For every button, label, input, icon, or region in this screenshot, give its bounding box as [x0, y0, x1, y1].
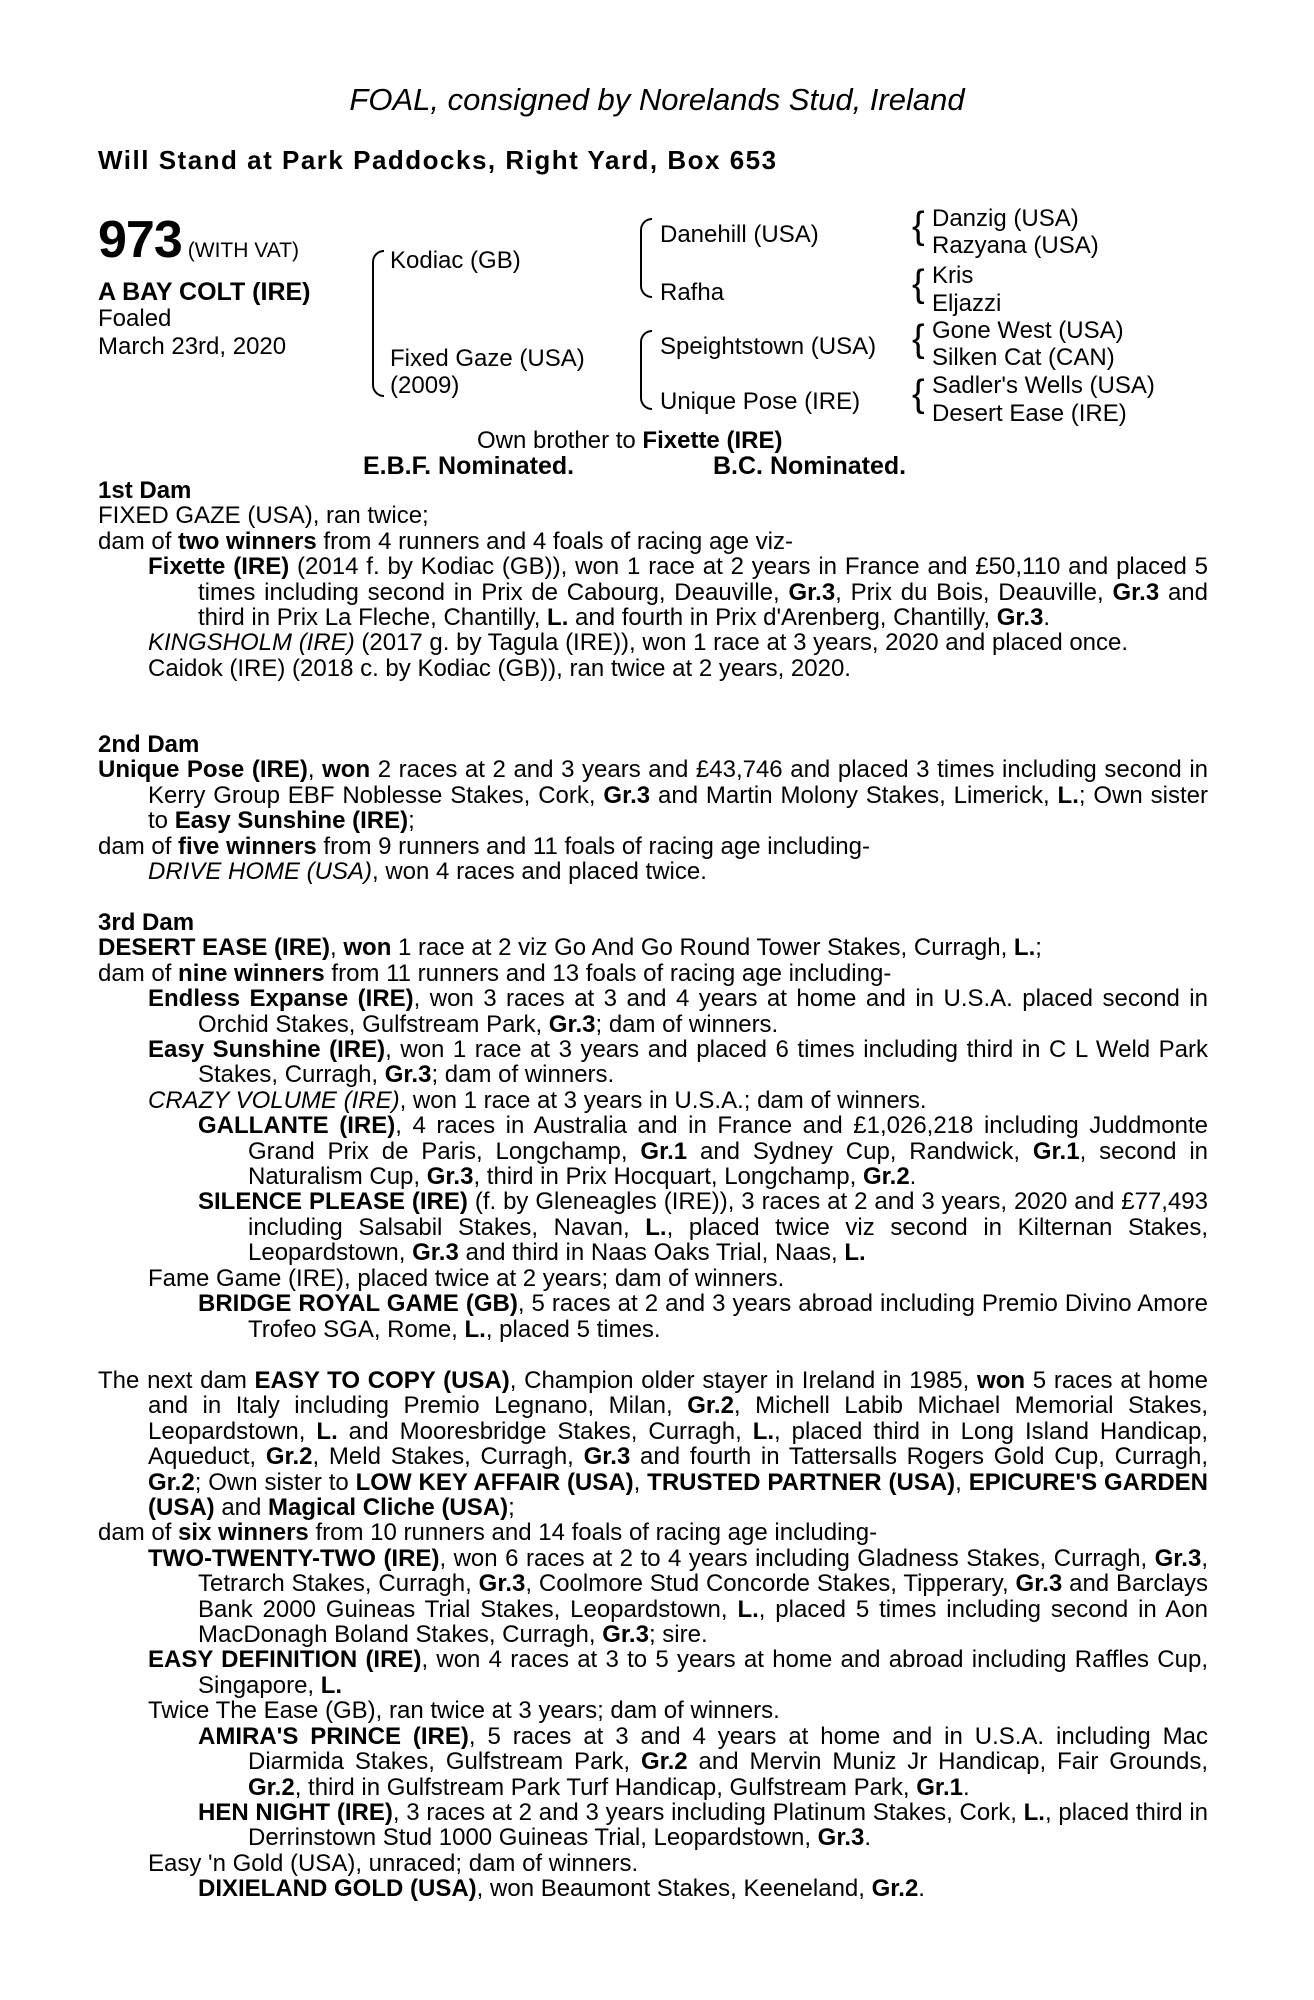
sister-name: TRUSTED PARTNER (USA): [647, 1468, 956, 1496]
grade: Gr.2: [265, 1443, 313, 1471]
dam-name: Unique Pose (IRE): [98, 756, 308, 784]
first-dam-produce-line: [98, 529, 1208, 554]
won: won: [322, 756, 371, 784]
progeny-name: Endless Expanse (IRE): [148, 985, 414, 1013]
lot-number-block: [98, 210, 299, 270]
text: and Sydney Cup, Randwick,: [687, 1137, 1033, 1165]
text: ,: [307, 756, 323, 784]
bracket: [640, 368, 652, 410]
brace: {: [912, 263, 925, 305]
grade: Gr.3: [603, 781, 651, 809]
sister-name: Easy Sunshine (IRE): [174, 807, 409, 835]
text: ; Own sister to: [148, 781, 1208, 835]
grade: Gr.3: [602, 1621, 649, 1649]
text: and Martin Molony Stakes, Limerick,: [650, 781, 1058, 809]
bracket: [640, 218, 652, 260]
sister-name: EPICURE'S GARDEN (USA): [148, 1468, 1209, 1522]
text: ;: [508, 1494, 515, 1522]
listed: L.: [320, 1671, 343, 1699]
dam-produce-line: [98, 961, 1208, 986]
text: .: [918, 1875, 925, 1903]
progeny-entry: [98, 859, 1208, 884]
brace: {: [912, 373, 925, 415]
text: The next dam: [98, 1367, 255, 1394]
grade: Gr.3: [478, 1570, 526, 1598]
pedigree-dam-sire: Speightstown (USA): [660, 333, 877, 360]
text: ,: [633, 1468, 648, 1496]
text: , won Beaumont Stakes, Keeneland,: [476, 1875, 872, 1903]
text: from 9 runners and 11 foals of racing age including-: [316, 832, 870, 860]
winners-count: five winners: [178, 832, 317, 860]
pedigree-sire: Kodiac (GB): [390, 247, 521, 274]
text: , third in Prix Hocquart, Longchamp,: [473, 1163, 863, 1191]
listed: L.: [645, 1213, 667, 1241]
text: 5 races at home and in Italy including Premio Legnano, Milan,: [148, 1367, 1208, 1420]
grade: Gr.2: [248, 1773, 295, 1801]
listed: L.: [316, 1417, 338, 1445]
progeny-name: Easy Sunshine (IRE): [148, 1036, 386, 1064]
grade: Gr.2: [871, 1875, 919, 1903]
stand-location: Will Stand at Park Paddocks, Right Yard, Box 653: [98, 145, 778, 175]
text: ,: [330, 934, 344, 962]
grade: Gr.1: [1032, 1137, 1080, 1165]
text: dam of: [98, 959, 179, 987]
listed: L.: [1013, 934, 1036, 962]
foaled-label: Foaled: [98, 305, 172, 332]
text: .: [1043, 604, 1051, 632]
sister-name: LOW KEY AFFAIR (USA): [355, 1468, 634, 1496]
progeny-entry: [98, 1876, 1208, 1901]
text: (2014 f. by Kodiac (GB)), won 1 race at 2 years in France and £50,110 and placed 5 times including second in Prix de Cabourg, Deauville,: [198, 553, 1208, 606]
text: , Meld Stakes, Curragh,: [312, 1443, 584, 1471]
text: , 5 races at 2 and 3 years abroad including Premio Divino Amore Trofeo SGA, Rome,: [248, 1290, 1208, 1343]
text: , won 1 race at 3 years in U.S.A.; dam of winners.: [399, 1086, 927, 1114]
grade: Gr.3: [1154, 1544, 1202, 1572]
text: , second in Naturalism Cup,: [248, 1137, 1208, 1191]
first-dam-line: FIXED GAZE (USA), ran twice;: [98, 502, 429, 530]
brace: {: [912, 205, 925, 247]
listed: L.: [737, 1595, 759, 1623]
text: , 5 races at 3 and 4 years at home and in U.S.A. including Mac Diarmida Stakes, Gulfstream Park,: [248, 1722, 1208, 1776]
text: , placed third in Long Island Handicap, Aqueduct,: [148, 1417, 1209, 1471]
first-dam-section: [98, 478, 1208, 681]
pedigree-g5: Gone West (USA): [932, 317, 1124, 344]
sister-name: Magical Cliche (USA): [268, 1494, 509, 1522]
progeny-entry: [98, 1113, 1208, 1189]
lot-number: 973: [98, 211, 182, 269]
text: , third in Gulfstream Park Turf Handicap, Gulfstream Park,: [294, 1773, 917, 1801]
text: , Prix du Bois, Deauville,: [835, 578, 1113, 606]
dam-name: EASY TO COPY (USA): [254, 1367, 510, 1394]
progeny-entry: [98, 1546, 1208, 1648]
text: , placed 5 times.: [485, 1315, 661, 1343]
won: won: [977, 1367, 1026, 1394]
pedigree-g8: Desert Ease (IRE): [932, 400, 1127, 427]
text: ; sire.: [648, 1621, 708, 1649]
grade: Gr.2: [640, 1748, 688, 1776]
progeny-entry: [98, 1189, 1208, 1265]
progeny-entry: [98, 986, 1208, 1037]
grade: Gr.3: [817, 1824, 865, 1852]
bracket: [640, 258, 652, 298]
horse-name: A BAY COLT (IRE): [98, 278, 311, 306]
own-brother-name: Fixette (IRE): [642, 427, 783, 454]
pedigree-g7: Sadler's Wells (USA): [932, 372, 1155, 399]
listed: L.: [1057, 781, 1079, 809]
grade: Gr.2: [862, 1163, 910, 1191]
next-dam-section: [98, 1368, 1208, 1902]
progeny-entry: [98, 1088, 1208, 1113]
text: dam of: [98, 1519, 179, 1547]
text: , won 4 races and placed twice.: [372, 858, 707, 886]
text: from 10 runners and 14 foals of racing age including-: [308, 1519, 878, 1547]
pedigree-g6: Silken Cat (CAN): [932, 344, 1115, 371]
text: and third in Naas Oaks Trial, Naas,: [458, 1239, 845, 1267]
text: ;: [408, 807, 415, 835]
text: , Tetrarch Stakes, Curragh,: [198, 1544, 1208, 1598]
dam-summary: [98, 1368, 1208, 1520]
progeny-name: TWO-TWENTY-TWO (IRE): [148, 1544, 440, 1572]
text: and third in Prix La Fleche, Chantilly,: [198, 578, 1208, 632]
text: ,: [955, 1468, 969, 1496]
pedigree-g2: Razyana (USA): [932, 232, 1099, 259]
progeny-entry: [98, 554, 1208, 630]
grade: Gr.3: [1112, 578, 1160, 606]
progeny-name: BRIDGE ROYAL GAME (GB): [198, 1290, 518, 1318]
text: .: [864, 1824, 872, 1852]
bracket: [372, 315, 384, 397]
grade: Gr.1: [916, 1773, 963, 1801]
progeny-entry: [98, 1800, 1208, 1851]
text: dam of: [98, 527, 179, 555]
text: , placed twice viz second in Kilternan Stakes, Leopardstown,: [248, 1213, 1208, 1267]
progeny-name: Fixette (IRE): [148, 553, 290, 581]
text: .: [962, 1773, 970, 1801]
dam-name: DESERT EASE (IRE): [98, 934, 331, 962]
progeny-entry: [98, 1647, 1208, 1698]
progeny-name: DRIVE HOME (USA): [148, 858, 373, 886]
grade: Gr.3: [583, 1443, 631, 1471]
grade: Gr.3: [996, 604, 1044, 632]
grade: Gr.3: [788, 578, 836, 606]
text: 2 races at 2 and 3 years and £43,746 and placed 3 times including second in Kerry Group EBF Noblesse Stakes, Cork,: [148, 756, 1209, 809]
text: , won 3 races at 3 and 4 years at home and in U.S.A. placed second in Orchid Stakes, Gulfstream Park,: [198, 985, 1208, 1038]
progeny-entry: [98, 1037, 1208, 1088]
text: , Champion older stayer in Ireland in 1985,: [509, 1367, 978, 1394]
bracket: [640, 330, 652, 370]
ebf-nominated: E.B.F. Nominated.: [363, 452, 575, 480]
pedigree-dam: Fixed Gaze (USA): [390, 345, 585, 372]
progeny-name: KINGSHOLM (IRE): [148, 629, 355, 657]
listed: L.: [1023, 1798, 1045, 1826]
progeny-entry: [98, 630, 1208, 655]
progeny-name: DIXIELAND GOLD (USA): [198, 1875, 477, 1903]
text: and Barclays Bank 2000 Guineas Trial Stakes, Leopardstown,: [198, 1570, 1209, 1623]
bc-nominated: B.C. Nominated.: [713, 452, 907, 480]
progeny-entry: Twice The Ease (GB), ran twice at 3 years; dam of winners.: [148, 1697, 780, 1725]
progeny-entry: Easy 'n Gold (USA), unraced; dam of winners.: [148, 1849, 639, 1877]
won: won: [343, 934, 392, 962]
text: ; dam of winners.: [431, 1061, 615, 1089]
text: .: [909, 1163, 917, 1191]
text: , won 6 races at 2 to 4 years including Gladness Stakes, Curragh,: [439, 1544, 1155, 1572]
grade: Gr.3: [548, 1010, 596, 1038]
text: , Michell Labib Michael Memorial Stakes, Leopardstown,: [148, 1392, 1208, 1445]
text: (f. by Gleneagles (IRE)), 3 races at 2 and 3 years, 2020 and £77,493 including Salsabil Stakes, Navan,: [248, 1188, 1208, 1241]
second-dam-section: [98, 732, 1208, 884]
text: and Mooresbridge Stakes, Curragh,: [337, 1417, 753, 1445]
own-brother-note: [477, 427, 782, 455]
grade: Gr.3: [1015, 1570, 1063, 1598]
progeny-entry: Fame Game (IRE), placed twice at 2 years; dam of winners.: [148, 1264, 785, 1292]
dam-summary: [98, 757, 1208, 833]
progeny-name: EASY DEFINITION (IRE): [148, 1646, 422, 1674]
progeny-entry: [98, 1724, 1208, 1800]
progeny-name: GALLANTE (IRE): [198, 1112, 396, 1140]
progeny-name: AMIRA'S PRINCE (IRE): [198, 1722, 469, 1750]
listed: L.: [547, 604, 569, 632]
pedigree-dam-dam: Unique Pose (IRE): [660, 388, 861, 415]
own-brother-text: Own brother to: [477, 427, 643, 454]
progeny-name: HEN NIGHT (IRE): [198, 1798, 393, 1826]
bracket: [372, 250, 384, 317]
text: , 3 races at 2 and 3 years including Platinum Stakes, Cork,: [392, 1798, 1024, 1826]
text: ; dam of winners.: [595, 1010, 779, 1038]
text: , placed 5 times including second in Aon MacDonagh Boland Stakes, Curragh,: [198, 1595, 1209, 1649]
text: , 4 races in Australia and in France and £1,026,218 including Juddmonte Grand Prix de Paris, Longchamp,: [248, 1112, 1208, 1165]
dam-produce-line: [98, 1520, 1208, 1545]
grade: Gr.3: [412, 1239, 459, 1267]
grade: Gr.3: [426, 1163, 474, 1191]
progeny-entry: [98, 1291, 1208, 1342]
third-dam-section: [98, 910, 1208, 1342]
listed: L.: [844, 1239, 866, 1267]
section-heading: 2nd Dam: [98, 731, 200, 758]
text: and: [214, 1494, 269, 1522]
pedigree-g1: Danzig (USA): [932, 205, 1079, 232]
vat-label: (WITH VAT): [187, 239, 299, 262]
pedigree-sire-sire: Danehill (USA): [660, 221, 819, 248]
listed: L.: [752, 1417, 775, 1445]
grade: Gr.3: [384, 1061, 432, 1089]
text: , placed third in Derrinstown Stud 1000 Guineas Trial, Leopardstown,: [248, 1798, 1208, 1852]
text: ;: [1035, 934, 1042, 962]
text: from 11 runners and 13 foals of racing age including-: [324, 959, 892, 987]
grade: Gr.1: [640, 1137, 688, 1165]
text: (2017 g. by Tagula (IRE)), won 1 race at 3 years, 2020 and placed once.: [354, 629, 1129, 657]
dam-produce-line: [98, 834, 1208, 859]
text: , won 4 races at 3 to 5 years at home and abroad including Raffles Cup, Singapore,: [198, 1646, 1208, 1699]
progeny-name: CRAZY VOLUME (IRE): [148, 1086, 400, 1114]
pedigree-g4: Eljazzi: [932, 290, 1002, 317]
winners-count: six winners: [178, 1519, 309, 1547]
brace: {: [912, 318, 925, 360]
text: , won 1 race at 3 years and placed 6 times including third in C L Weld Park Stakes, Curragh,: [198, 1036, 1209, 1089]
text: and fourth in Prix d'Arenberg, Chantilly,: [568, 604, 997, 632]
winners-count: nine winners: [178, 959, 325, 987]
consignor-title: FOAL, consigned by Norelands Stud, Ireland: [349, 82, 965, 117]
text: from 4 runners and 4 foals of racing age viz-: [316, 527, 793, 555]
pedigree-g3: Kris: [932, 262, 974, 289]
text: , Coolmore Stud Concorde Stakes, Tipperary,: [525, 1570, 1016, 1598]
progeny-name: SILENCE PLEASE (IRE): [198, 1188, 468, 1216]
text: and Mervin Muniz Jr Handicap, Fair Grounds,: [687, 1748, 1208, 1776]
section-heading: 3rd Dam: [98, 909, 195, 936]
grade: Gr.2: [148, 1468, 195, 1496]
text: dam of: [98, 832, 179, 860]
pedigree-sire-dam: Rafha: [660, 279, 725, 306]
foaled-date: March 23rd, 2020: [98, 333, 287, 360]
dam-summary: [98, 935, 1208, 960]
section-heading: 1st Dam: [98, 477, 192, 504]
pedigree-dam-year: (2009): [390, 372, 460, 399]
text: ; Own sister to: [194, 1468, 356, 1496]
listed: L.: [464, 1315, 486, 1343]
text: 1 race at 2 viz Go And Go Round Tower Stakes, Curragh,: [391, 934, 1014, 962]
grade: Gr.2: [687, 1392, 734, 1420]
text: and fourth in Tattersalls Rogers Gold Cup, Curragh,: [630, 1443, 1209, 1471]
progeny-entry: Caidok (IRE) (2018 c. by Kodiac (GB)), ran twice at 2 years, 2020.: [148, 654, 851, 682]
winners-count: two winners: [178, 527, 317, 555]
